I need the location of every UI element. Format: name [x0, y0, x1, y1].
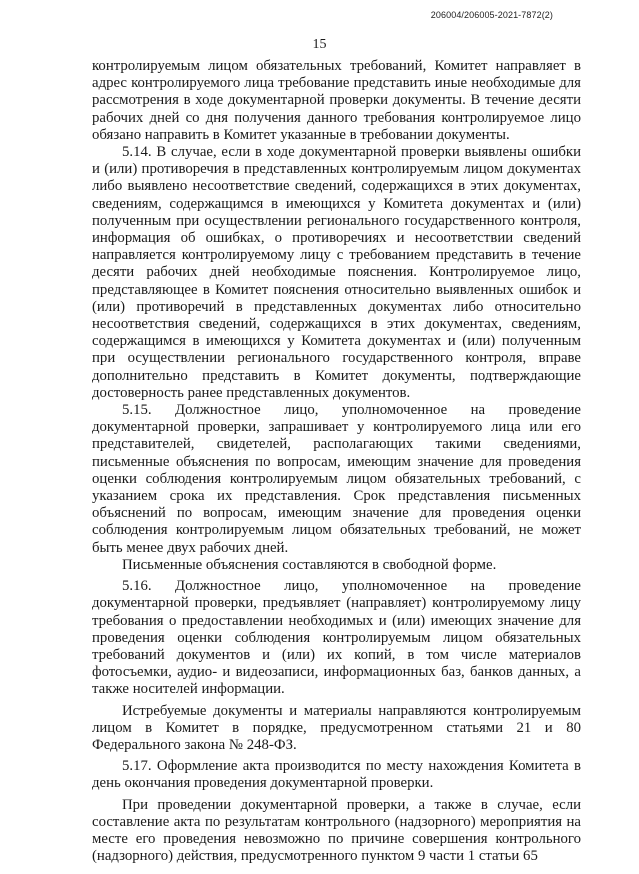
paragraph-continuation: контролируемым лицом обязательных требований, Комитет направляет в адрес контролируемого лица требование представить иные необходимые для рассмотрения в ходе документарной проверки документы. В течение десяти рабочих дней со дня получения данного требования контролируемое лицо обязано направить в Комитет указанные в требовании документы. — [92, 58, 581, 143]
document-body — [92, 58, 581, 865]
paragraph-written-explanations: Письменные объяснения составляются в свободной форме. — [122, 556, 497, 573]
paragraph-5-15: 5.15. Должностное лицо, уполномоченное на проведение документарной проверки, запрашивает у контролируемого лица или его представителей, свидетелей, располагающих такими сведениями, письменные объяснения по вопросам, имеющим значение для проведения оценки соблюдения контролируемым лицом обязательных требований, с указанием срока их представления. Срок представления письменных объяснений по вопросам, имеющим значение для проведения оценки соблюдения контролируемым лицом обязательных требований, не может быть менее двух рабочих дней. — [92, 402, 581, 556]
page-number: 15 — [312, 37, 327, 52]
paragraph-5-17: 5.17. Оформление акта производится по месту нахождения Комитета в день окончания проведения документарной проверки. — [92, 758, 581, 792]
document-id: 206004/206005-2021-7872(2) — [430, 10, 553, 20]
paragraph-act-drafting: При проведении документарной проверки, а также в случае, если составление акта по результатам контрольного (надзорного) мероприятия на месте его проведения невозможно по причине совершения контрольного (надзорного) действия, предусмотренного пунктом 9 части 1 статьи 65 — [92, 796, 581, 865]
paragraph-requested-documents: Истребуемые документы и материалы направляются контролируемым лицом в Комитет в порядке, предусмотренном статьями 21 и 80 Федерального закона № 248-ФЗ. — [92, 702, 581, 753]
paragraph-5-14: 5.14. В случае, если в ходе документарной проверки выявлены ошибки и (или) противоречия в представленных контролируемым лицом документах либо выявлено несоответствие сведений, содержащихся в этих документах, сведениям, содержащимся в имеющихся у Комитета документах и (или) полученным при осуществлении регионального государственного контроля, информация об ошибках, о противоречиях и несоответствии сведений направляется контролируемому лицу с требованием представить в течение десяти рабочих дней необходимые пояснения. Контролируемое лицо, представляющее в Комитет пояснения относительно выявленных ошибок и (или) противоречий в представленных документах либо относительно несоответствия сведений, содержащихся в этих документах, сведениям, содержащимся в имеющихся у Комитета документах и (или) полученным при осуществлении регионального государственного контроля, вправе дополнительно представить в Комитет документы, подтверждающие достоверность ранее представленных документов. — [92, 144, 581, 401]
paragraph-5-16: 5.16. Должностное лицо, уполномоченное на проведение документарной проверки, предъявляет (направляет) контролируемому лицу требования о предоставлении необходимых и (или) имеющих значение для проведения оценки соблюдения контролируемым лицом обязательных требований документов и (или) их копий, в том числе материалов фотосъемки, аудио- и видеозаписи, информационных баз, банков данных, а также носителей информации. — [92, 578, 581, 698]
